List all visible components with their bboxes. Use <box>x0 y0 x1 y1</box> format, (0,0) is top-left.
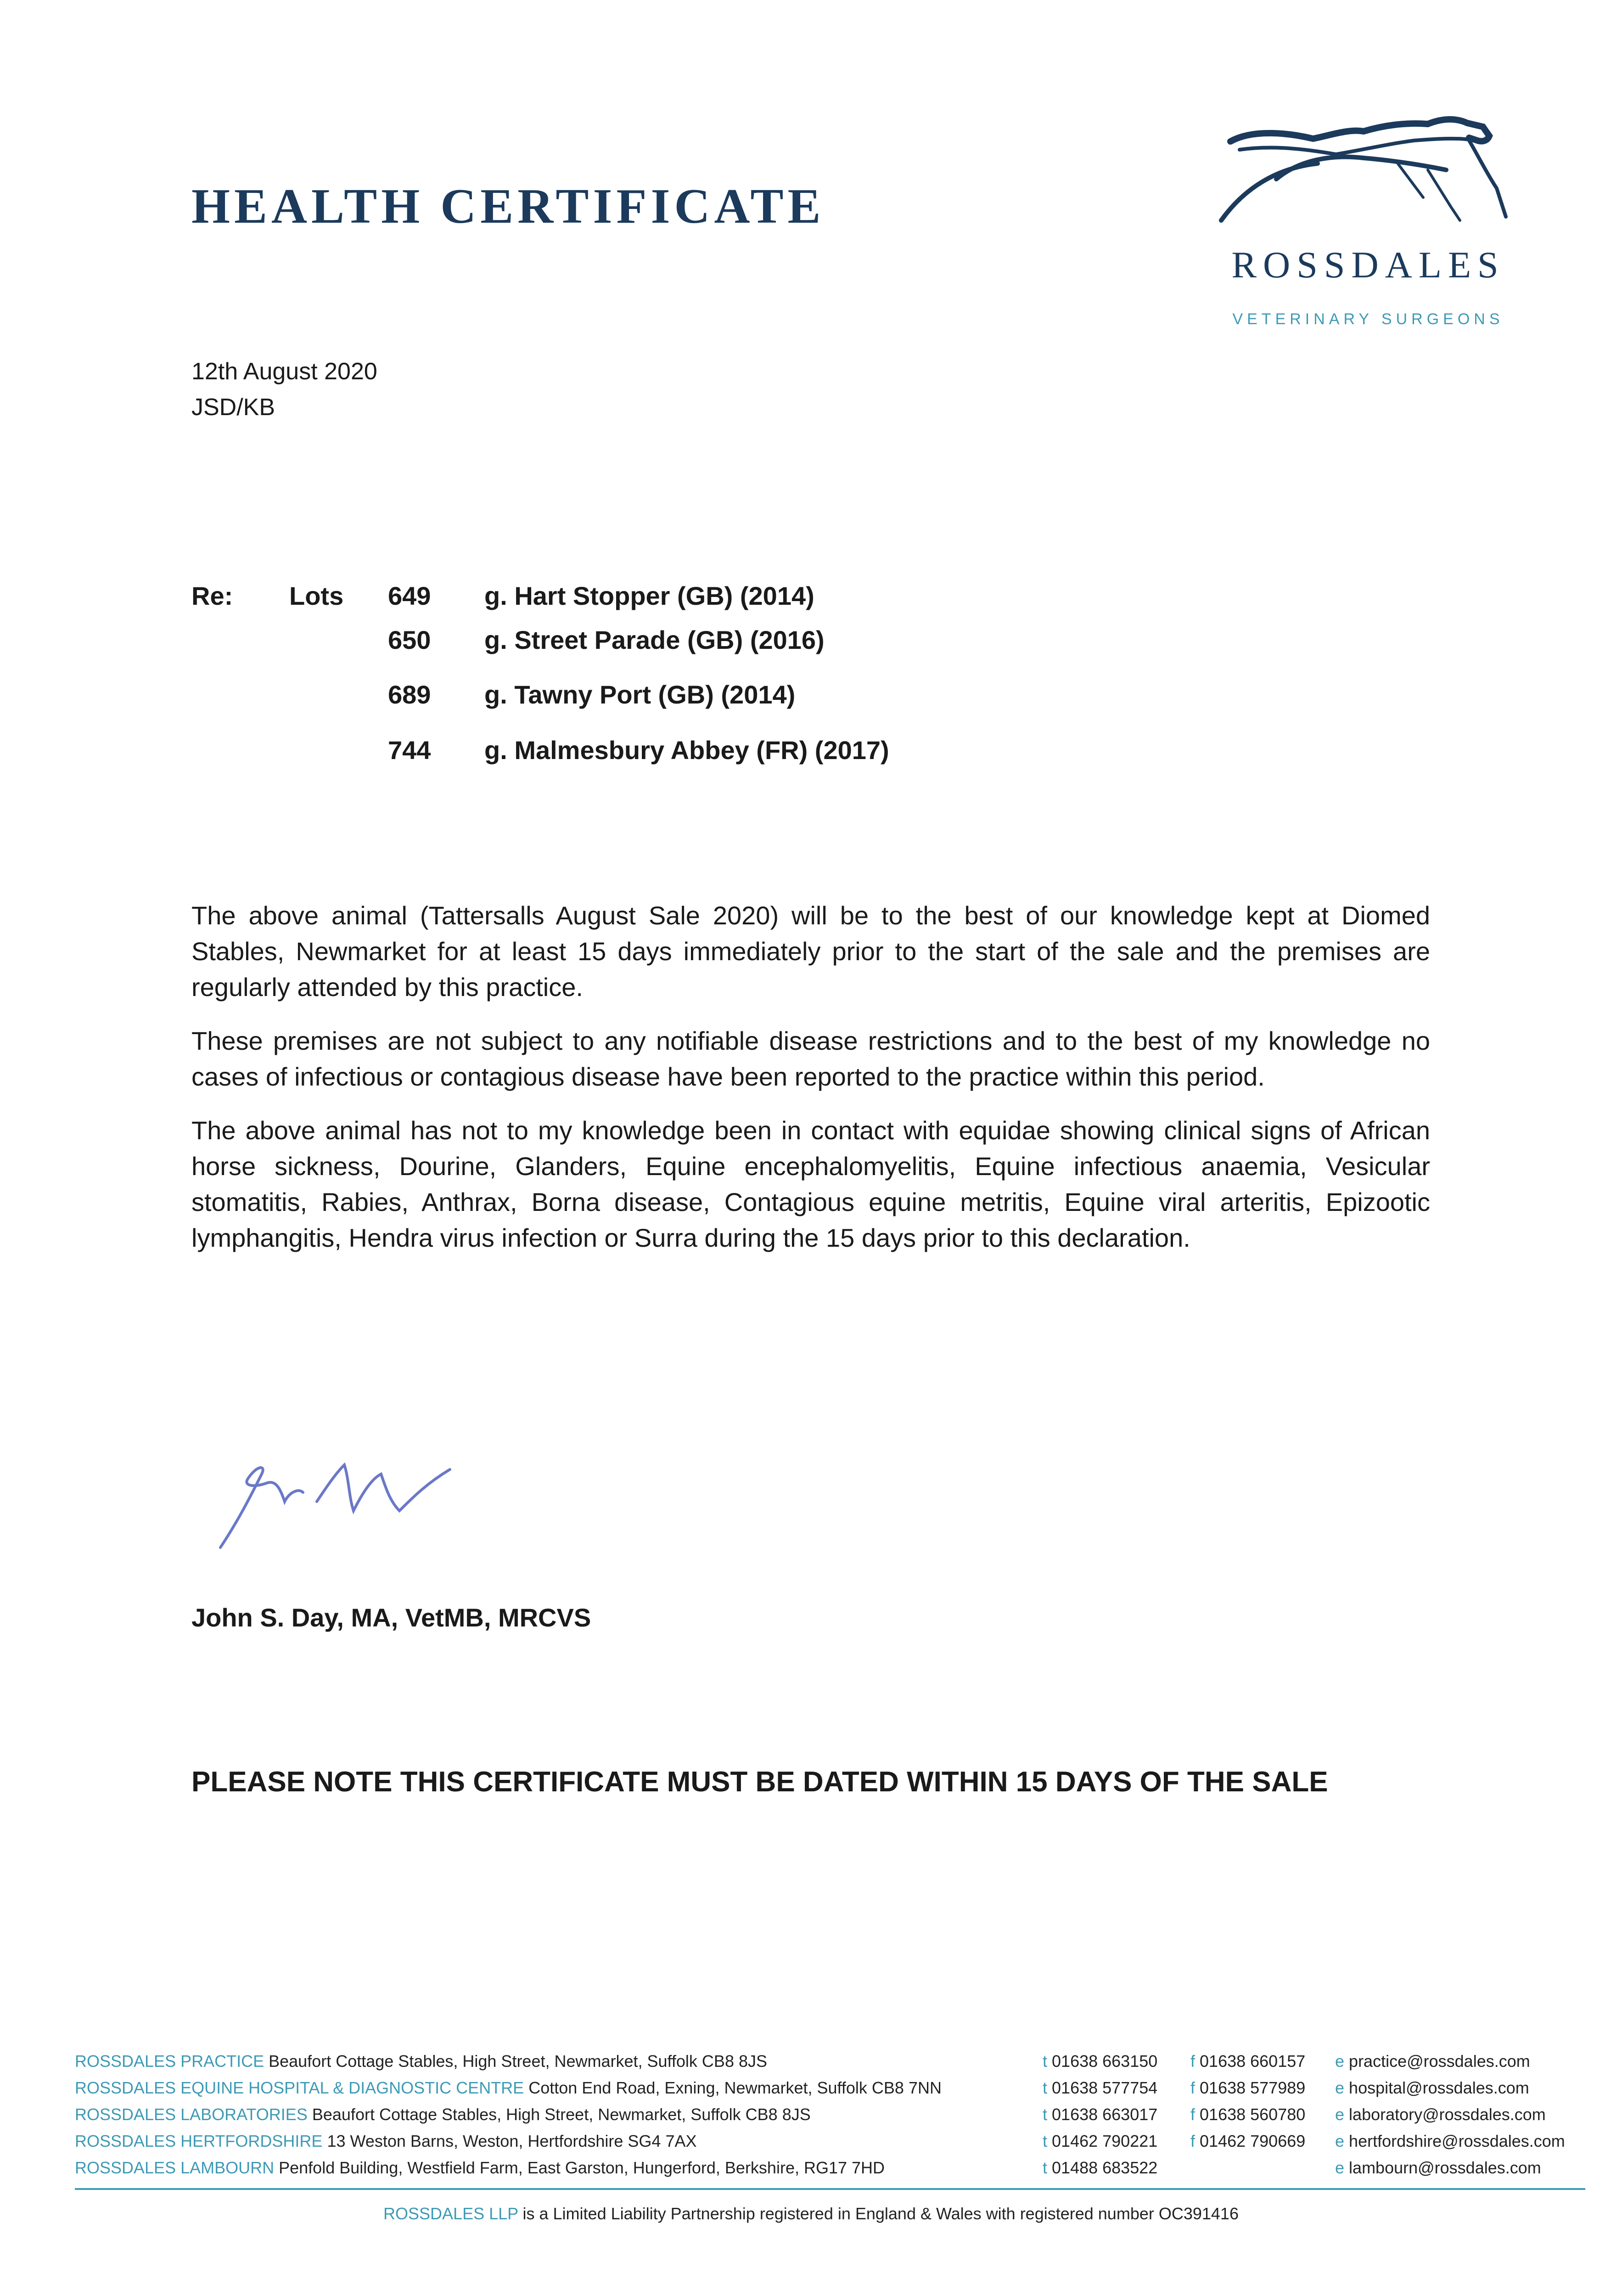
lot-number: 649 <box>388 581 431 610</box>
branch-name: ROSSDALES PRACTICE <box>75 2052 264 2071</box>
branch-email[interactable]: laboratory@rossdales.com <box>1349 2105 1546 2124</box>
footer-divider <box>75 2188 1585 2190</box>
branch-email[interactable]: hospital@rossdales.com <box>1349 2078 1529 2097</box>
branch-tel: 01638 663150 <box>1052 2052 1158 2071</box>
paragraph: The above animal (Tattersalls August Sale 2020) will be to the best of our knowledge kept at Diomed Stables, Newmarket for at least 15 days immediately prior to the start of the sale and the premises are regularly attended by this practice. <box>191 901 1430 1002</box>
horse-name: g. Tawny Port (GB) (2014) <box>484 680 796 709</box>
logo-subtitle: VETERINARY SURGEONS <box>1232 310 1504 328</box>
lot-number: 744 <box>388 736 431 765</box>
branch-fax: 01638 660157 <box>1200 2052 1306 2071</box>
dating-notice: PLEASE NOTE THIS CERTIFICATE MUST BE DATED WITHIN 15 DAYS OF THE SALE <box>191 1766 1328 1798</box>
branch-tel: 01638 577754 <box>1052 2078 1158 2097</box>
branch-tel: 01488 683522 <box>1052 2158 1158 2177</box>
page-title: HEALTH CERTIFICATE <box>191 179 825 234</box>
horse-name: g. Street Parade (GB) (2016) <box>484 625 825 654</box>
horse-name: g. Malmesbury Abbey (FR) (2017) <box>484 736 889 765</box>
branch-email[interactable]: lambourn@rossdales.com <box>1349 2158 1541 2177</box>
reference: JSD/KB <box>191 394 275 421</box>
branch-address: 13 Weston Barns, Weston, Hertfordshire SG4 7AX <box>327 2132 697 2150</box>
branch-name: ROSSDALES LABORATORIES <box>75 2105 308 2124</box>
lots-label: Lots <box>289 581 344 610</box>
llp-text: is a Limited Liability Partnership registered in England & Wales with registered number OC391416 <box>522 2204 1239 2223</box>
branch-fax: 01462 790669 <box>1200 2132 1306 2150</box>
footer-row: ROSSDALES EQUINE HOSPITAL & DIAGNOSTIC CENTRE Cotton End Road, Exning, Newmarket, Suffolk CB8 7NN t 01638 577754 f 01638 577989 e hospital@rossdales.com <box>75 2078 1529 2097</box>
certificate-body <box>191 898 1430 1274</box>
branch-address: Penfold Building, Westfield Farm, East Garston, Hungerford, Berkshire, RG17 7HD <box>279 2158 885 2177</box>
horse-leg-mid <box>1428 170 1460 220</box>
letter-meta <box>191 354 377 425</box>
rossdales-horse-logo <box>1212 110 1524 340</box>
branch-fax: 01638 577989 <box>1200 2078 1306 2097</box>
branch-name: ROSSDALES EQUINE HOSPITAL & DIAGNOSTIC CENTRE <box>75 2078 524 2097</box>
branch-address: Beaufort Cottage Stables, High Street, Newmarket, Suffolk CB8 8JS <box>312 2105 811 2124</box>
lot-number: 689 <box>388 680 431 709</box>
paragraph: These premises are not subject to any notifiable disease restrictions and to the best of my knowledge no cases of infectious or contagious disease have been reported to the practice within this period. <box>191 1026 1430 1091</box>
horse-leg-front <box>1469 141 1506 217</box>
footer-row: ROSSDALES LABORATORIES Beaufort Cottage Stables, High Street, Newmarket, Suffolk CB8 8JS t 01638 663017 f 01638 560780 e laboratory@rossdales.com <box>75 2105 1546 2124</box>
footer-row: ROSSDALES HERTFORDSHIRE 13 Weston Barns, Weston, Hertfordshire SG4 7AX t 01462 790221 f 01462 790669 e hertfordshire@rossdales.com <box>75 2132 1565 2150</box>
logo-wordmark: ROSSDALES <box>1231 244 1505 286</box>
signatory-name: John S. Day, MA, VetMB, MRCVS <box>191 1603 591 1632</box>
branch-address: Beaufort Cottage Stables, High Street, Newmarket, Suffolk CB8 8JS <box>269 2052 767 2071</box>
horse-back <box>1240 139 1469 154</box>
branch-tel: 01638 663017 <box>1052 2105 1158 2124</box>
lot-number: 650 <box>388 625 431 654</box>
footer-row: ROSSDALES PRACTICE Beaufort Cottage Stables, High Street, Newmarket, Suffolk CB8 8JS t 01638 663150 f 01638 660157 e practice@rossdales.com <box>75 2052 1530 2071</box>
signature <box>211 1446 496 1566</box>
branch-fax: 01638 560780 <box>1200 2105 1306 2124</box>
date: 12th August 2020 <box>191 358 377 385</box>
branch-name: ROSSDALES LAMBOURN <box>75 2158 275 2177</box>
branch-email[interactable]: practice@rossdales.com <box>1349 2052 1530 2071</box>
paragraph: The above animal has not to my knowledge been in contact with equidae showing clinical signs of African horse sickness, Dourine, Glanders, Equine encephalomyelitis, Equine infectious anaemia, Vesicular stomatitis, Rabies, Anthrax, Borna disease, Contagious equine metritis, Equine viral arteritis, Epizootic lymphangitis, Hendra virus infection or Surra during the 15 days prior to this declaration. <box>191 1116 1430 1252</box>
branch-email[interactable]: hertfordshire@rossdales.com <box>1349 2132 1565 2150</box>
footer-row: ROSSDALES LAMBOURN Penfold Building, Westfield Farm, East Garston, Hungerford, Berkshire, RG17 7HD t 01488 683522 e lambourn@rossdales.com <box>75 2158 1541 2177</box>
horse-name: g. Hart Stopper (GB) (2014) <box>484 581 814 610</box>
llp-statement <box>0 2204 1622 2223</box>
branch-address: Cotton End Road, Exning, Newmarket, Suffolk CB8 7NN <box>528 2078 942 2097</box>
branch-tel: 01462 790221 <box>1052 2132 1158 2150</box>
branch-name: ROSSDALES HERTFORDSHIRE <box>75 2132 323 2150</box>
horse-belly-hind <box>1221 163 1318 220</box>
llp-name: ROSSDALES LLP <box>383 2204 518 2223</box>
re-label: Re: <box>191 581 233 610</box>
